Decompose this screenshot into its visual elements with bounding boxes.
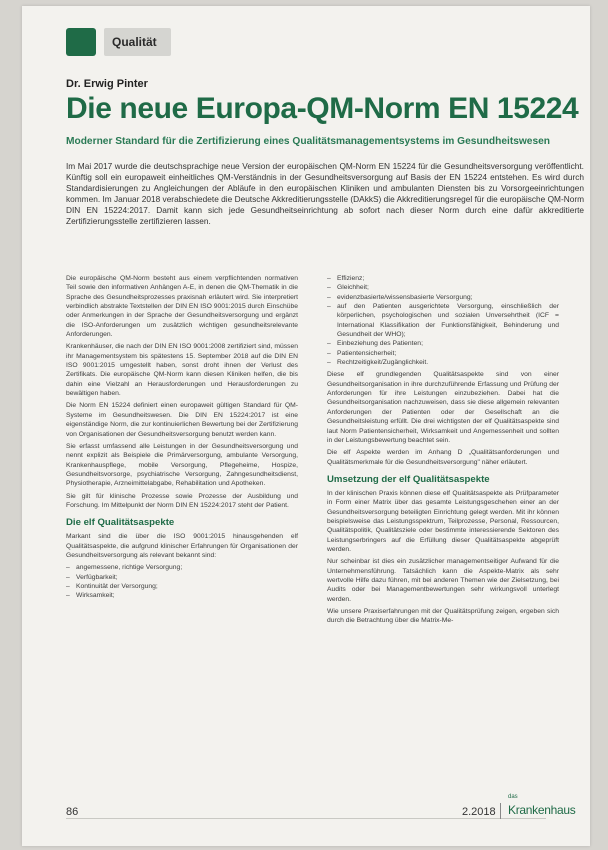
list-item: – angemessene, richtige Versorgung;	[66, 563, 298, 572]
paragraph: Diese elf grundlegenden Qualitätsaspekte sind von einer Gesundheitsorganisation in ihre durchzuführende Erfassung und Prüfung der Anforderungen für ihre Leistungen einzubeziehen. Dabei hat die Gesundheitsorganisation nachzuweisen, dass sie diese allgemein relevanten Anforderungen der Patienten oder der Gesellschaft an die Gesundheitsleistung erfüllt. Die drei wichtigsten der elf Qualitätsaspekte sind laut Norm Patientensicherheit, Wirksamkeit und Angemessenheit und sollten in der Leistungsbewertung beachtet sein.	[327, 371, 559, 444]
list-item: – Verfügbarkeit;	[66, 573, 298, 582]
list-item: – Patientensicherheit;	[327, 349, 559, 358]
list-item: – auf den Patienten ausgerichtete Versorgung, einschließlich der körperlichen, psychologischen und sozialen Unversehrtheit (ICF = International Klassifikation der Funktionsfähigkeit, Behinderung und Gesundheit der WHO);	[327, 302, 559, 339]
section-heading: Umsetzung der elf Qualitätsaspekte	[327, 473, 490, 485]
magazine-logo	[508, 794, 588, 822]
paragraph: Krankenhäuser, die nach der DIN EN ISO 9001:2008 zertifiziert sind, müssen ihr Managementsystem bis spätestens 15. September 2018 auf die DIN EN ISO 9001:2015 umgestellt haben, sonst droht ihnen der Verlust des Zertifikats. Die europäische QM-Norm kann diesen Kliniken helfen, die bis dahin eine Vielzahl an Herausforderungen und Herausforderungen zu bewältigen haben.	[66, 343, 298, 398]
paragraph: Sie gilt für klinische Prozesse sowie Prozesse der Ausbildung und Forschung. Im Mittelpunkt der Norm DIN EN 15224:2017 steht der Patient.	[66, 492, 298, 509]
footer-separator	[500, 803, 501, 819]
list-item: – Rechtzeitigkeit/Zugänglichkeit.	[327, 358, 559, 367]
footer-divider	[66, 818, 546, 819]
paragraph: Markant sind die über die ISO 9001:2015 hinausgehenden elf Qualitätsaspekte, die aufgrund klinischer Erfahrungen für Organisationen der Gesundheitsversorgung als relevant bekannt sind:	[66, 533, 298, 559]
article-title: Die neue Europa-QM-Norm EN 15224	[66, 92, 579, 125]
aspect-list-continued	[327, 274, 559, 367]
paragraph: Sie erfasst umfassend alle Leistungen in der Gesundheitsversorgung und nennt explizit als Beispiele die Primärversorgung, ambulante Versorgung, Krankenhauspflege, mobile Versorgung, Pflegeheime, Hospize, Gesundheitsvorsorge, psychiatrische Versorgung, Zahngesundheitsdienst, Physiotherapie, Arzneimittelabgabe, Rehabilitation und Apotheken.	[66, 442, 298, 488]
paragraph: Nur scheinbar ist dies ein zusätzlicher managementseitiger Aufwand für die Unternehmensführung. Tatsächlich kann die Aspekte-Matrix als sehr wertvolle Hilfe dazu führen, mit bei anderen Themen wie der Zielsetzung, bei Audits oder bei Managementbewertungen sehr wirkungsvoll unterlegt werden.	[327, 558, 559, 603]
list-item: – Einbeziehung des Patienten;	[327, 339, 559, 348]
article-subtitle: Moderner Standard für die Zertifizierung eines Qualitätsmanagementsystems im Gesundheitswesen	[66, 136, 551, 147]
section-heading: Die elf Qualitätsaspekte	[66, 517, 175, 529]
body-column-right	[327, 274, 559, 629]
paragraph: Die europäische QM-Norm besteht aus einem verpflichtenden normativen Teil sowie den informativen Anhängen A-E, in denen die QM-Thematik in die Sprache des Gesundheitsprozesses praxisnah erläutert wird. Sie interpretiert verbindlich abstrakte Textstellen der DIN EN ISO 9001:2015 durch Einschübe oder Anmerkungen in der Sprache der Gesundheitsversorgung und ergänzt die ISO-Anforderungen um zusätzlich wichtigen gesundheitsrelevante Anforderungen.	[66, 275, 298, 339]
page-number: 86	[66, 806, 79, 818]
magazine-page	[22, 6, 590, 846]
paragraph: Wie unsere Praxiserfahrungen mit der Qualitätsprüfung zeigen, ergeben sich durch die Betrachtung über die Matrix-Me-	[327, 608, 559, 625]
issue-number: 2.2018	[462, 806, 496, 818]
body-column-left	[66, 274, 298, 604]
paragraph: Die elf Aspekte werden im Anhang D „Qualitätsanforderungen und Qualitätsmerkmale für die Gesundheitsversorgung" näher erläutert.	[327, 449, 559, 466]
article-lead: Im Mai 2017 wurde die deutschsprachige neue Version der europäischen QM-Norm EN 15224 für die Gesundheitsversorgung veröffentlicht. Künftig soll ein europaweit einheitliches QM-Verständnis in der Gesundheitsversorgung auf Basis der EN 15224 entstehen. Es wird durch Standardisierungen zu Angleichungen der Abläufe in den europäischen Kliniken und ambulanten Diensten bis zu Vorsorgeeinrichtungen kommen. Im Januar 2018 verabschiedete die Deutsche Akkreditierungsstelle (DAkkS) die Akkreditierungsregel für die europäische QM-Norm DIN EN 15224:2017. Damit kann sich jede Gesundheitseinrichtung ab sofort nach dieser Norm durch eine dafür akkreditierte Zertifizierungsstelle zertifizieren lassen.	[66, 161, 584, 226]
author-name: Dr. Erwig Pinter	[66, 78, 148, 90]
list-item: – Kontinuität der Versorgung;	[66, 582, 298, 591]
list-item: – evidenzbasierte/wissensbasierte Versorgung;	[327, 293, 559, 302]
category-label: Qualität	[104, 28, 171, 56]
list-item: – Wirksamkeit;	[66, 591, 298, 600]
list-item: – Effizienz;	[327, 274, 559, 283]
category-marker	[66, 28, 96, 56]
aspect-list	[66, 563, 298, 600]
paragraph: Die Norm EN 15224 definiert einen europaweit gültigen Standard für QM-Systeme im Gesundheitswesen. Die DIN EN 15224:2017 ist eine eigenständige Norm, die zur kontinuierlichen Bewertung bei der Zertifizierung von Organisationen der Gesundheitsversorgung benutzt werden kann.	[66, 402, 298, 438]
magazine-logo-prefix: das	[508, 794, 518, 800]
paragraph: In der klinischen Praxis können diese elf Qualitätsaspekte als Prüfparameter in Form einer Matrix über das gesamte Leistungsgeschehen einer an der Gesundheitsversorgung beteiligten Einrichtung gelegt werden. Mit ihr können beispielsweise das Leistungsspektrum, Teilprozesse, Personal, Ressourcen, Qualitätspolitik, Qualitätsziele oder bestimmte interessierende Sektoren des Leistungserbringers auf die Erfüllung dieser Qualitätsaspekte abgeprüft werden.	[327, 489, 559, 553]
magazine-logo-name: Krankenhaus	[508, 803, 576, 817]
list-item: – Gleichheit;	[327, 283, 559, 292]
